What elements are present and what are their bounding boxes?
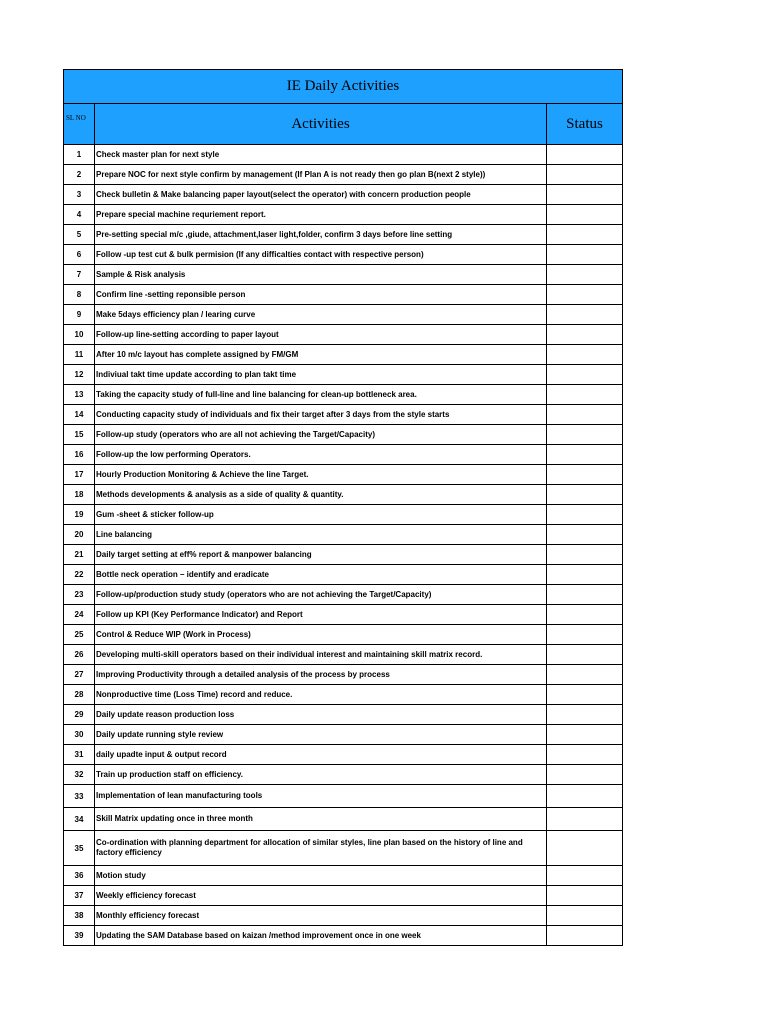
activity-cell: Daily target setting at eff% report & manpower balancing [95, 545, 547, 565]
activity-cell: Daily update running style review [95, 725, 547, 745]
row-number: 30 [64, 725, 95, 745]
activity-cell: Co-ordination with planning department for allocation of similar styles, line plan based on the history of line and factory efficiency [95, 831, 547, 866]
table-row [64, 605, 623, 625]
status-cell[interactable] [547, 725, 623, 745]
status-cell[interactable] [547, 265, 623, 285]
activity-cell: Hourly Production Monitoring & Achieve the line Target. [95, 465, 547, 485]
status-cell[interactable] [547, 465, 623, 485]
row-number: 2 [64, 165, 95, 185]
row-number: 20 [64, 525, 95, 545]
status-cell[interactable] [547, 565, 623, 585]
status-cell[interactable] [547, 685, 623, 705]
activity-cell: daily upadte input & output record [95, 745, 547, 765]
activity-cell: Pre-setting special m/c ,giude, attachment,laser light,folder, confirm 3 days before line setting [95, 225, 547, 245]
table-row [64, 265, 623, 285]
table-row [64, 705, 623, 725]
row-number: 5 [64, 225, 95, 245]
table-row [64, 345, 623, 365]
table-row [64, 425, 623, 445]
status-cell[interactable] [547, 525, 623, 545]
activity-cell: Improving Productivity through a detailed analysis of the process by process [95, 665, 547, 685]
status-cell[interactable] [547, 365, 623, 385]
row-number: 13 [64, 385, 95, 405]
activity-cell: Taking the capacity study of full-line and line balancing for clean-up bottleneck area. [95, 385, 547, 405]
status-cell[interactable] [547, 505, 623, 525]
table-row [64, 305, 623, 325]
status-cell[interactable] [547, 831, 623, 866]
activity-cell: Make 5days efficiency plan / learing curve [95, 305, 547, 325]
table-row [64, 525, 623, 545]
activity-cell: Daily update reason production loss [95, 705, 547, 725]
status-cell[interactable] [547, 665, 623, 685]
activity-cell: Gum -sheet & sticker follow-up [95, 505, 547, 525]
row-number: 33 [64, 785, 95, 808]
table-row [64, 665, 623, 685]
row-number: 4 [64, 205, 95, 225]
status-cell[interactable] [547, 145, 623, 165]
table-row [64, 465, 623, 485]
row-number: 18 [64, 485, 95, 505]
activity-cell: Follow-up study (operators who are all not achieving the Target/Capacity) [95, 425, 547, 445]
row-number: 12 [64, 365, 95, 385]
status-cell[interactable] [547, 645, 623, 665]
row-number: 19 [64, 505, 95, 525]
activity-cell: Follow -up test cut & bulk permision (If any difficalties contact with respective person) [95, 245, 547, 265]
row-number: 35 [64, 831, 95, 866]
status-cell[interactable] [547, 225, 623, 245]
status-cell[interactable] [547, 325, 623, 345]
row-number: 24 [64, 605, 95, 625]
table-row [64, 886, 623, 906]
activity-cell: Nonproductive time (Loss Time) record and reduce. [95, 685, 547, 705]
table-row [64, 225, 623, 245]
status-cell[interactable] [547, 205, 623, 225]
table-row [64, 808, 623, 831]
row-number: 32 [64, 765, 95, 785]
table-row [64, 926, 623, 946]
table-row [64, 785, 623, 808]
status-cell[interactable] [547, 185, 623, 205]
table-row [64, 365, 623, 385]
activity-cell: Control & Reduce WIP (Work in Process) [95, 625, 547, 645]
activity-cell: Skill Matrix updating once in three month [95, 808, 547, 831]
activity-cell: Follow up KPI (Key Performance Indicator) and Report [95, 605, 547, 625]
table-row [64, 245, 623, 265]
status-cell[interactable] [547, 808, 623, 831]
row-number: 38 [64, 906, 95, 926]
table-row [64, 685, 623, 705]
row-number: 27 [64, 665, 95, 685]
table-row [64, 906, 623, 926]
status-cell[interactable] [547, 926, 623, 946]
ie-daily-activities-table [63, 69, 623, 946]
row-number: 29 [64, 705, 95, 725]
activity-cell: Follow-up line-setting according to paper layout [95, 325, 547, 345]
status-cell[interactable] [547, 886, 623, 906]
row-number: 16 [64, 445, 95, 465]
row-number: 6 [64, 245, 95, 265]
activity-cell: Line balancing [95, 525, 547, 545]
status-cell[interactable] [547, 445, 623, 465]
status-cell[interactable] [547, 345, 623, 365]
row-number: 23 [64, 585, 95, 605]
activity-cell: Train up production staff on efficiency. [95, 765, 547, 785]
status-cell[interactable] [547, 625, 623, 645]
row-number: 1 [64, 145, 95, 165]
status-cell[interactable] [547, 705, 623, 725]
table-row [64, 625, 623, 645]
activity-cell: Methods developments & analysis as a side of quality & quantity. [95, 485, 547, 505]
table-row [64, 725, 623, 745]
table-row [64, 205, 623, 225]
table-row [64, 165, 623, 185]
status-cell[interactable] [547, 545, 623, 565]
activity-cell: Monthly efficiency forecast [95, 906, 547, 926]
activity-cell: Bottle neck operation – identify and eradicate [95, 565, 547, 585]
table-row [64, 765, 623, 785]
table-row [64, 866, 623, 886]
activity-cell: Prepare NOC for next style confirm by management (If Plan A is not ready then go plan B(next 2 style)) [95, 165, 547, 185]
title-row [64, 70, 623, 104]
table-row [64, 185, 623, 205]
col-header-status: Status [547, 104, 623, 145]
row-number: 10 [64, 325, 95, 345]
status-cell[interactable] [547, 485, 623, 505]
row-number: 34 [64, 808, 95, 831]
status-cell[interactable] [547, 585, 623, 605]
row-number: 25 [64, 625, 95, 645]
status-cell[interactable] [547, 245, 623, 265]
status-cell[interactable] [547, 866, 623, 886]
activity-cell: Check master plan for next style [95, 145, 547, 165]
activity-cell: Developing multi-skill operators based on their individual interest and maintaining skill matrix record. [95, 645, 547, 665]
table-row [64, 831, 623, 866]
status-cell[interactable] [547, 305, 623, 325]
activity-cell: Updating the SAM Database based on kaizan /method improvement once in one week [95, 926, 547, 946]
activity-cell: After 10 m/c layout has complete assigned by FM/GM [95, 345, 547, 365]
activity-cell: Follow-up/production study study (operators who are not achieving the Target/Capacity) [95, 585, 547, 605]
activity-cell: Check bulletin & Make balancing paper layout(select the operator) with concern production people [95, 185, 547, 205]
table-row [64, 485, 623, 505]
row-number: 11 [64, 345, 95, 365]
activity-cell: Confirm line -setting reponsible person [95, 285, 547, 305]
status-cell[interactable] [547, 425, 623, 445]
row-number: 39 [64, 926, 95, 946]
table-row [64, 385, 623, 405]
row-number: 26 [64, 645, 95, 665]
row-number: 14 [64, 405, 95, 425]
activity-cell: Conducting capacity study of individuals and fix their target after 3 days from the style starts [95, 405, 547, 425]
status-cell[interactable] [547, 765, 623, 785]
table-row [64, 325, 623, 345]
table-row [64, 565, 623, 585]
sheet-title: IE Daily Activities [64, 70, 623, 104]
col-header-activities: Activities [95, 104, 547, 145]
status-cell[interactable] [547, 165, 623, 185]
table-row [64, 545, 623, 565]
status-cell[interactable] [547, 385, 623, 405]
table-row [64, 585, 623, 605]
row-number: 9 [64, 305, 95, 325]
status-cell[interactable] [547, 405, 623, 425]
header-row [64, 104, 623, 145]
activity-cell: Weekly efficiency forecast [95, 886, 547, 906]
row-number: 22 [64, 565, 95, 585]
col-header-sl-no: SL NO [64, 104, 95, 145]
table-row [64, 405, 623, 425]
row-number: 36 [64, 866, 95, 886]
table-row [64, 445, 623, 465]
row-number: 17 [64, 465, 95, 485]
activity-cell: Follow-up the low performing Operators. [95, 445, 547, 465]
activity-cell: Motion study [95, 866, 547, 886]
table-row [64, 145, 623, 165]
status-cell[interactable] [547, 605, 623, 625]
row-number: 8 [64, 285, 95, 305]
activity-cell: Prepare special machine requriement report. [95, 205, 547, 225]
row-number: 7 [64, 265, 95, 285]
row-number: 21 [64, 545, 95, 565]
status-cell[interactable] [547, 285, 623, 305]
table-row [64, 285, 623, 305]
table-row [64, 505, 623, 525]
activity-cell: Indiviual takt time update according to plan takt time [95, 365, 547, 385]
table-row [64, 745, 623, 765]
activity-cell: Sample & Risk analysis [95, 265, 547, 285]
status-cell[interactable] [547, 785, 623, 808]
row-number: 15 [64, 425, 95, 445]
row-number: 31 [64, 745, 95, 765]
status-cell[interactable] [547, 906, 623, 926]
row-number: 37 [64, 886, 95, 906]
status-cell[interactable] [547, 745, 623, 765]
row-number: 3 [64, 185, 95, 205]
row-number: 28 [64, 685, 95, 705]
activities-body [64, 145, 623, 946]
activity-cell: Implementation of lean manufacturing tools [95, 785, 547, 808]
table-row [64, 645, 623, 665]
